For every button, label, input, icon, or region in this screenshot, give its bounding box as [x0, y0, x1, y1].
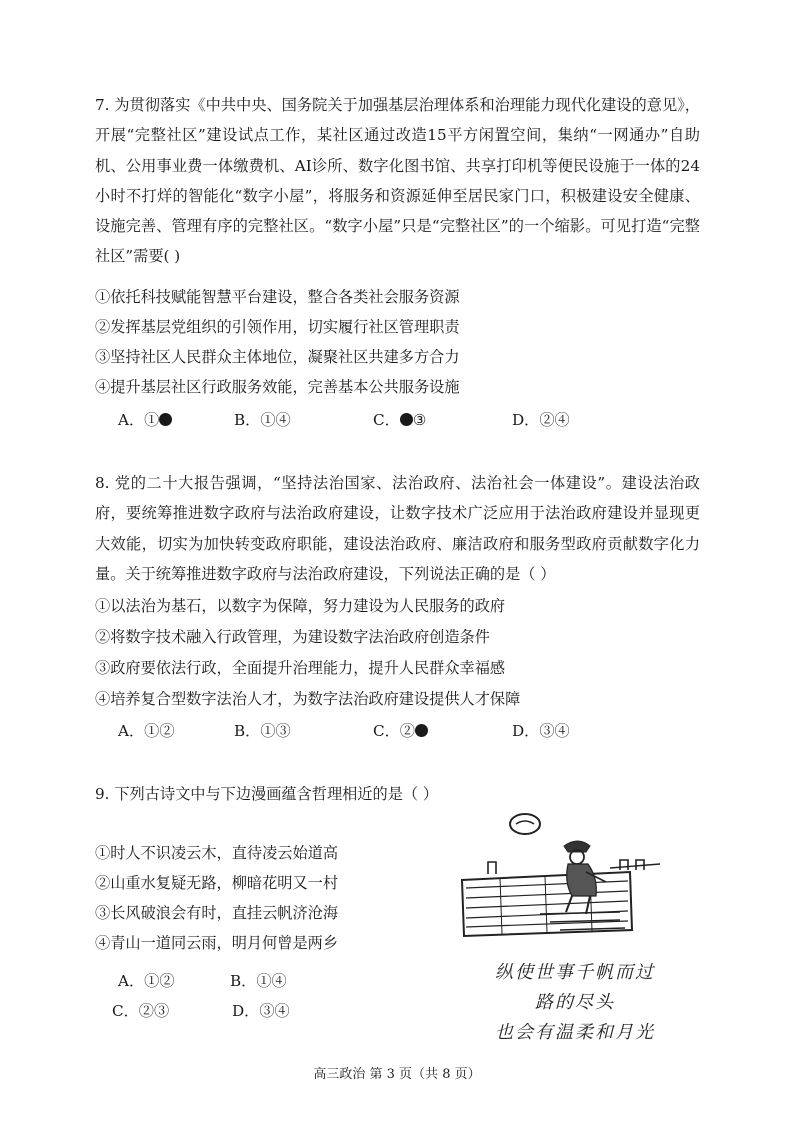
- q9-stem: 9. 下列古诗文中与下边漫画蕴含哲理相近的是（ ）: [95, 785, 439, 803]
- moon-icon: [510, 814, 540, 834]
- q8-item-2: ②将数字技术融入行政管理，为建设数字法治政府创造条件: [95, 628, 490, 646]
- q9-option-b: B．①④: [230, 972, 287, 990]
- q9-item-4: ④青山一道同云雨，明月何曾是两乡: [95, 934, 338, 952]
- cartoon-illustration: [460, 812, 690, 1052]
- ink-blot: [159, 413, 172, 426]
- q7-options: [118, 405, 678, 435]
- q7-option-a: A．①: [118, 405, 172, 435]
- q9-option-d: D．③④: [232, 1002, 290, 1020]
- ink-blot: [415, 724, 428, 737]
- q8-option-d: D．③④: [512, 722, 570, 740]
- q7-option-d: D．②④: [512, 411, 570, 429]
- q7-item-2: ②发挥基层党组织的引领作用，切实履行社区管理职责: [95, 318, 460, 336]
- q8-options: [118, 716, 678, 746]
- q8-stem: 8. 党的二十大报告强调，“坚持法治国家、法治政府、法治社会一体建设”。建设法治政府，要统筹推进数字政府与法治政府建设，让数字技术广泛应用于法治政府建设并显现更大效能，切实为加快转变政府职能，建设法治政府、廉洁政府和服务型政府贡献数字化力量。关于统筹推进数字政府与法治政府建设，下列说法正确的是（ ）: [95, 474, 700, 583]
- cartoon-caption-1: 纵使世事千帆而过: [495, 962, 655, 983]
- q7-item-1: ①依托科技赋能智慧平台建设，整合各类社会服务资源: [95, 288, 460, 306]
- cartoon-caption-3: 也会有温柔和月光: [495, 1022, 655, 1043]
- q9-item-1: ①时人不识凌云木，直待凌云始道高: [95, 844, 338, 862]
- q9-options-row-2: [112, 996, 392, 1026]
- wall-drawing: [462, 860, 660, 936]
- q8-item-4: ④培养复合型数字法治人才，为数字法治政府建设提供人才保障: [95, 690, 521, 708]
- q7-item-4: ④提升基层社区行政服务效能，完善基本公共服务设施: [95, 378, 460, 396]
- ink-blot: [400, 413, 413, 426]
- q8-option-b: B．①③: [234, 722, 291, 740]
- q8-option-c: C．②: [373, 716, 428, 746]
- q9-option-c: C．②③: [112, 1002, 170, 1020]
- q7-option-c: C． ③: [373, 411, 427, 429]
- cartoon-caption-2: 路的尽头: [535, 992, 615, 1013]
- q8-item-3: ③政府要依法行政，全面提升治理能力，提升人民群众幸福感: [95, 659, 506, 677]
- q9-item-3: ③长风破浪会有时，直挂云帆济沧海: [95, 904, 338, 922]
- q7-option-b: B．①④: [234, 411, 291, 429]
- q8-item-1: ①以法治为基石，以数字为保障，努力建设为人民服务的政府: [95, 597, 506, 615]
- q9-items: [95, 838, 338, 958]
- q9-option-a: A．①②: [118, 972, 175, 990]
- q9-options-row-1: [118, 966, 398, 996]
- page-footer: 高三政治 第 3 页（共 8 页）: [313, 1067, 481, 1082]
- q8-option-a: A．①②: [118, 722, 175, 740]
- q9-item-2: ②山重水复疑无路，柳暗花明又一村: [95, 874, 338, 892]
- q7-item-3: ③坚持社区人民群众主体地位，凝聚社区共建多方合力: [95, 348, 460, 366]
- q7-stem: 7. 为贯彻落实《中共中央、国务院关于加强基层治理体系和治理能力现代化建设的意见》，开展“完整社区”建设试点工作，某社区通过改造15平方闲置空间，集纳“一网通办”自助机、公用事业费一体缴费机、AI诊所、数字化图书馆、共享打印机等便民设施于一体的24小时不打烊的智能化“数字小屋”，将服务和资源延伸至居民家门口，积极建设安全健康、设施完善、管理有序的完整社区。“数字小屋”只是“完整社区”的一个缩影。可见打造“完整社区”需要( ): [95, 96, 700, 266]
